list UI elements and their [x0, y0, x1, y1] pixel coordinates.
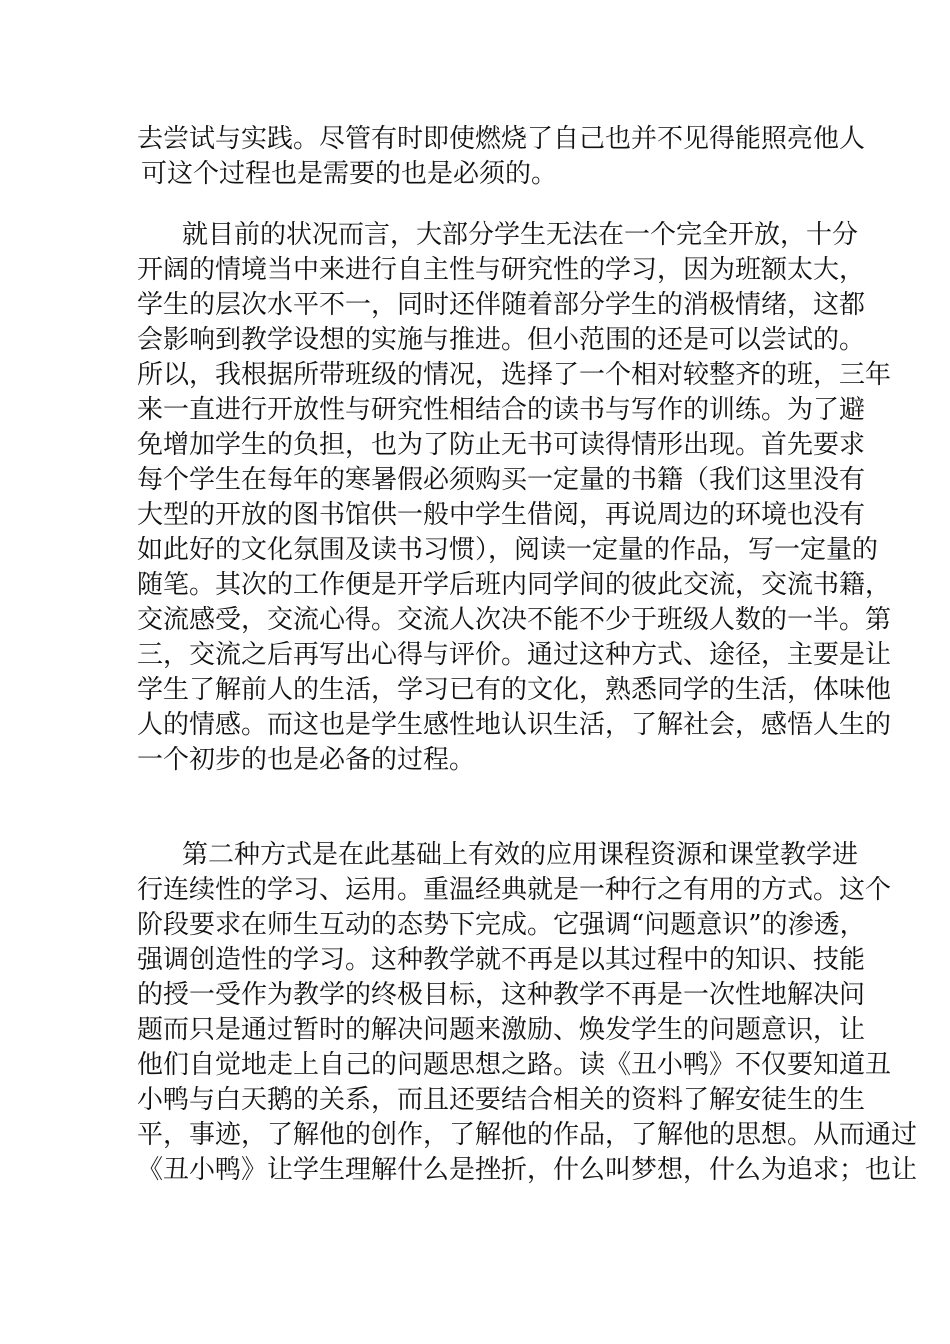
paragraph-2-line-10: 如此好的文化氛围及读书习惯），阅读一定量的作品，写一定量的	[137, 535, 879, 565]
paragraph-3-line-2: 行连续性的学习、运用。重温经典就是一种行之有用的方式。这个	[137, 875, 892, 905]
paragraph-3-line-9: 平，事迹，了解他的创作，了解他的作品，了解他的思想。从而通过	[137, 1120, 918, 1150]
paragraph-3-line-5: 的授一受作为教学的终极目标，这种教学不再是一次性地解决问	[137, 980, 866, 1010]
paragraph-2-line-11: 随笔。其次的工作便是开学后班内同学间的彼此交流，交流书籍，	[137, 570, 892, 600]
paragraph-1-line-1: 去尝试与实践。尽管有时即使燃烧了自己也并不见得能照亮他人	[137, 124, 866, 154]
paragraph-3-line-3: 阶段要求在师生互动的态势下完成。它强调“问题意识”的渗透，	[137, 910, 866, 940]
paragraph-2-line-5: 所以，我根据所带班级的情况，选择了一个相对较整齐的班，三年	[137, 360, 892, 390]
paragraph-2-line-15: 人的情感。而这也是学生感性地认识生活，了解社会，感悟人生的	[137, 710, 892, 740]
paragraph-2-line-13: 三，交流之后再写出心得与评价。通过这种方式、途径，主要是让	[137, 640, 892, 670]
paragraph-2-line-14: 学生了解前人的生活，学习已有的文化，熟悉同学的生活，体味他	[137, 675, 892, 705]
paragraph-3-line-4: 强调创造性的学习。这种教学就不再是以其过程中的知识、技能	[137, 945, 866, 975]
paragraph-2-line-7: 免增加学生的负担，也为了防止无书可读得情形出现。首先要求	[137, 430, 866, 460]
paragraph-2-line-12: 交流感受，交流心得。交流人次决不能不少于班级人数的一半。第	[137, 605, 892, 635]
paragraph-1-line-2: 可这个过程也是需要的也是必须的。	[141, 159, 558, 189]
paragraph-2-line-6: 来一直进行开放性与研究性相结合的读书与写作的训练。为了避	[137, 395, 866, 425]
paragraph-3-line-7: 他们自觉地走上自己的问题思想之路。读《丑小鸭》不仅要知道丑	[137, 1050, 892, 1080]
paragraph-2-line-9: 大型的开放的图书馆供一般中学生借阅，再说周边的环境也没有	[137, 500, 866, 530]
paragraph-3-line-1: 第二种方式是在此基础上有效的应用课程资源和课堂教学进	[182, 840, 859, 870]
paragraph-3-line-8: 小鸭与白天鹅的关系，而且还要结合相关的资料了解安徒生的生	[137, 1085, 866, 1115]
paragraph-2-line-3: 学生的层次水平不一，同时还伴随着部分学生的消极情绪，这都	[137, 290, 866, 320]
paragraph-2-line-4: 会影响到教学设想的实施与推进。但小范围的还是可以尝试的。	[137, 325, 866, 355]
paragraph-3-line-10: 《丑小鸭》让学生理解什么是挫折，什么叫梦想，什么为追求；也让	[137, 1155, 918, 1185]
paragraph-2-line-16: 一个初步的也是必备的过程。	[137, 745, 476, 775]
paragraph-3-line-6: 题而只是通过暂时的解决问题来激励、焕发学生的问题意识，让	[137, 1015, 866, 1045]
paragraph-2-line-8: 每个学生在每年的寒暑假必须购买一定量的书籍（我们这里没有	[137, 465, 866, 495]
paragraph-2-line-1: 就目前的状况而言，大部分学生无法在一个完全开放，十分	[182, 220, 859, 250]
paragraph-2-line-2: 开阔的情境当中来进行自主性与研究性的学习，因为班额太大，	[137, 255, 866, 285]
